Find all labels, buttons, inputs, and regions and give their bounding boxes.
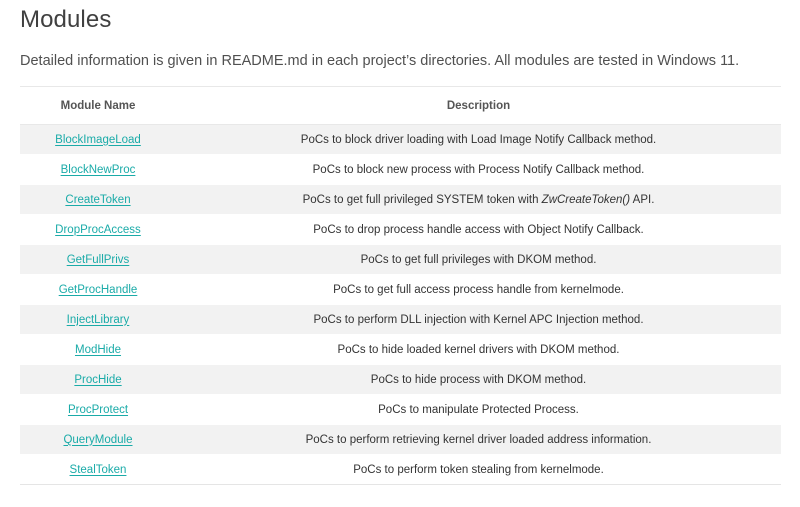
module-link-getfullprivs[interactable]: GetFullPrivs	[66, 253, 130, 266]
module-link-dropprocaccess[interactable]: DropProcAccess	[55, 223, 141, 236]
module-link-blockimageload[interactable]: BlockImageLoad	[55, 133, 141, 146]
modules-table	[20, 86, 781, 485]
table-row	[20, 425, 781, 455]
description-cell: PoCs to hide process with DKOM method.	[176, 365, 781, 395]
page-title: Modules	[20, 6, 112, 33]
module-cell	[20, 395, 176, 425]
description-cell: PoCs to hide loaded kernel drivers with DKOM method.	[176, 335, 781, 365]
table-row	[20, 335, 781, 365]
table-row	[20, 455, 781, 485]
description-cell: PoCs to manipulate Protected Process.	[176, 395, 781, 425]
description-text-post: API.	[630, 193, 655, 206]
module-cell	[20, 185, 176, 215]
description-text-pre: PoCs to get full privileged SYSTEM token with	[302, 193, 542, 206]
module-cell	[20, 365, 176, 395]
module-cell	[20, 275, 176, 305]
module-cell	[20, 425, 176, 455]
api-name: ZwCreateToken()	[541, 193, 631, 206]
module-link-stealtoken[interactable]: StealToken	[69, 463, 127, 476]
table-row	[20, 215, 781, 245]
description-cell: PoCs to perform token stealing from kernelmode.	[176, 455, 781, 485]
table-row	[20, 155, 781, 185]
module-link-querymodule[interactable]: QueryModule	[63, 433, 133, 446]
table-row	[20, 395, 781, 425]
module-cell	[20, 245, 176, 275]
module-cell	[20, 125, 176, 155]
description-cell: PoCs to get full privileges with DKOM method.	[176, 245, 781, 275]
description-cell: PoCs to block new process with Process Notify Callback method.	[176, 155, 781, 185]
module-cell	[20, 305, 176, 335]
table-header	[20, 87, 781, 125]
module-link-procprotect[interactable]: ProcProtect	[67, 403, 129, 416]
description-cell: PoCs to perform DLL injection with Kernel APC Injection method.	[176, 305, 781, 335]
table-body	[20, 125, 781, 485]
module-link-injectlibrary[interactable]: InjectLibrary	[66, 313, 130, 326]
module-link-getprochandle[interactable]: GetProcHandle	[58, 283, 138, 296]
module-link-modhide[interactable]: ModHide	[74, 343, 122, 356]
description-cell: PoCs to block driver loading with Load Image Notify Callback method.	[176, 125, 781, 155]
table-row	[20, 245, 781, 275]
module-cell	[20, 215, 176, 245]
header-row	[20, 87, 781, 125]
table-row	[20, 365, 781, 395]
module-link-prochide[interactable]: ProcHide	[74, 373, 122, 386]
module-name-header: Module Name	[20, 87, 176, 125]
table-row	[20, 185, 781, 215]
description-cell: PoCs to drop process handle access with Object Notify Callback.	[176, 215, 781, 245]
description-header: Description	[176, 87, 781, 125]
module-link-blocknewproc[interactable]: BlockNewProc	[60, 163, 136, 176]
module-cell	[20, 155, 176, 185]
table-row	[20, 125, 781, 155]
table-row	[20, 305, 781, 335]
description-cell	[176, 185, 781, 215]
module-cell	[20, 455, 176, 485]
description-cell: PoCs to perform retrieving kernel driver loaded address information.	[176, 425, 781, 455]
table-row	[20, 275, 781, 305]
module-cell	[20, 335, 176, 365]
module-link-createtoken[interactable]: CreateToken	[65, 193, 131, 206]
page-description: Detailed information is given in README.md in each project’s directories. All modules are tested in Windows 11.	[20, 53, 740, 69]
description-cell: PoCs to get full access process handle from kernelmode.	[176, 275, 781, 305]
